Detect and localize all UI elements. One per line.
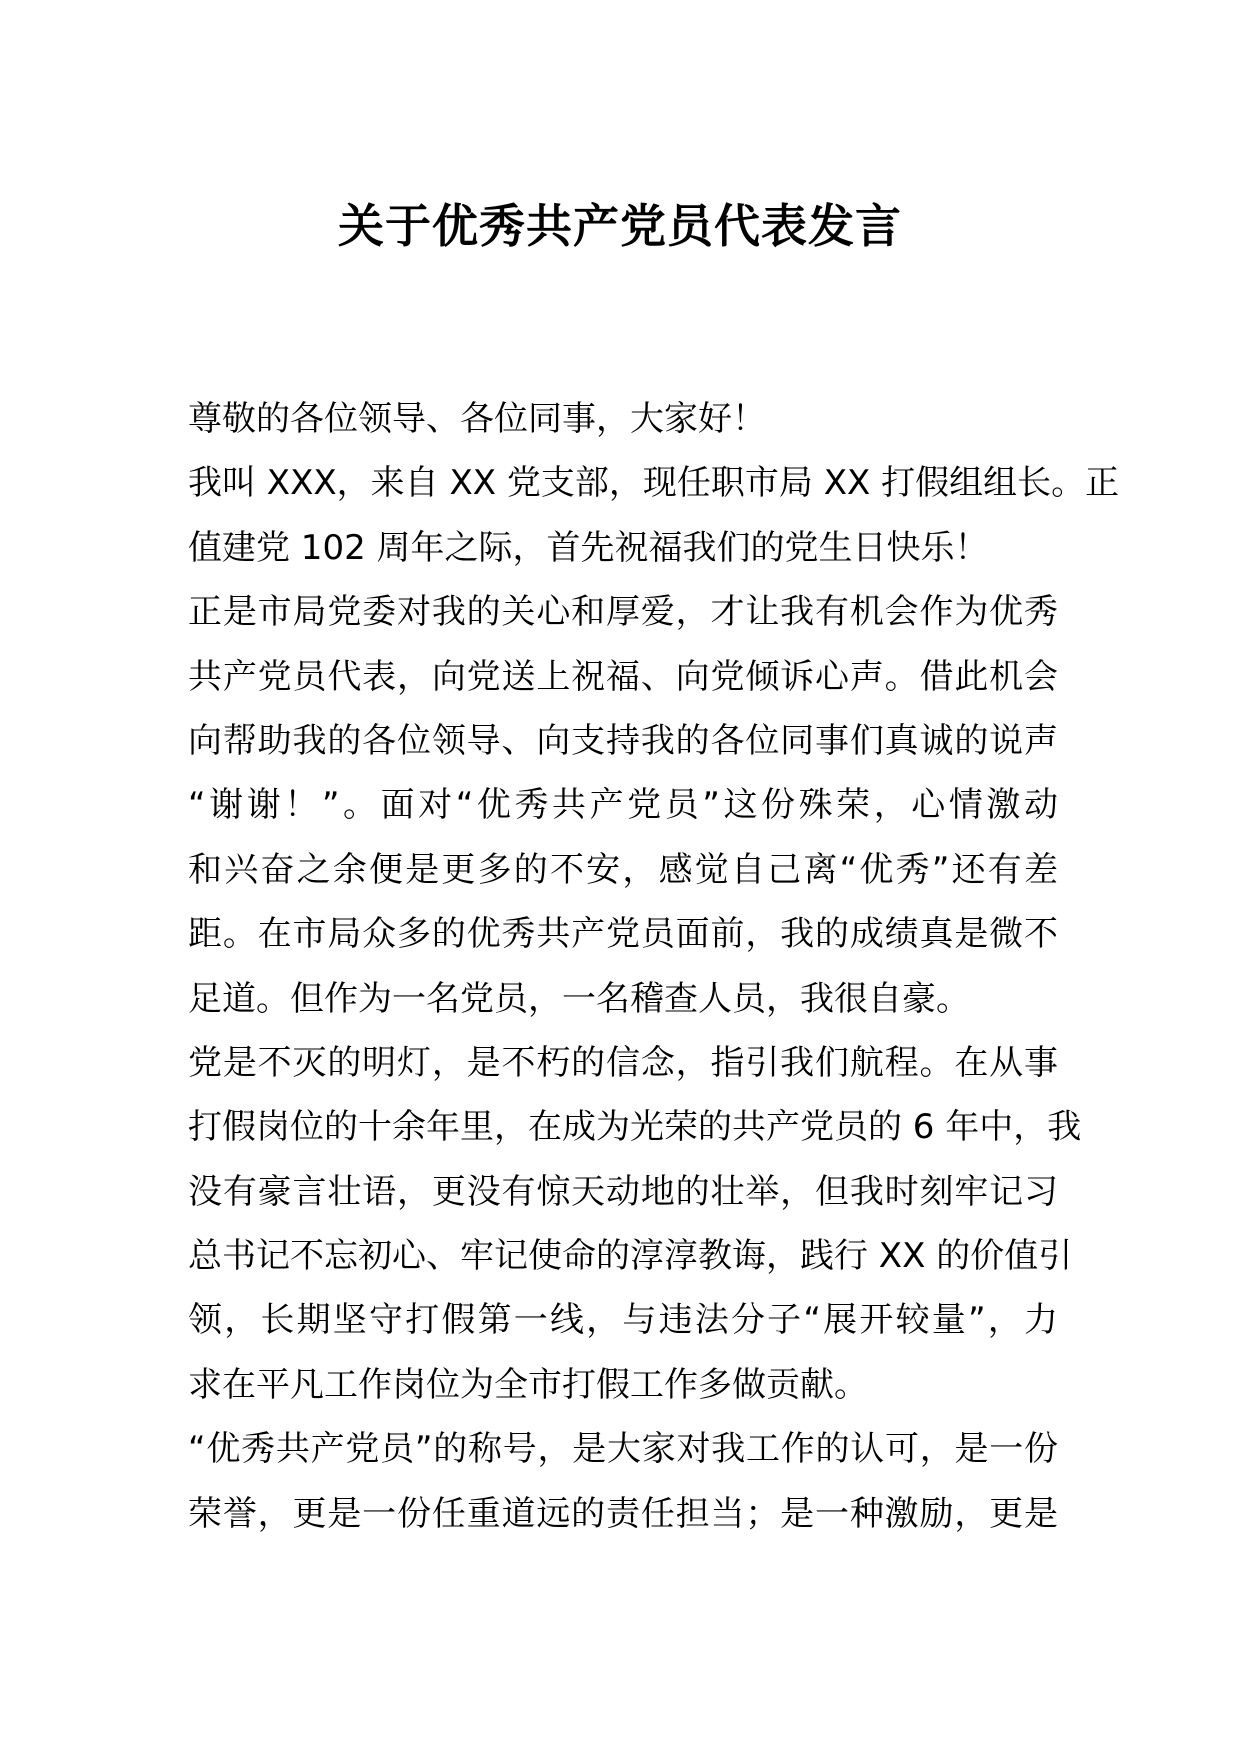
body-text-line: “优秀共产党员”的称号，是大家对我工作的认可，是一份 [188, 1429, 1058, 1470]
document-title: 关于优秀共产党员代表发言 [338, 199, 902, 253]
body-text-line: 正是市局党委对我的关心和厚爱，才让我有机会作为优秀 [188, 592, 1058, 633]
body-text-line: 打假岗位的十余年里，在成为光荣的共产党员的 6 年中，我 [188, 1107, 1082, 1148]
body-text-line: 求在平凡工作岗位为全市打假工作多做贡献。 [188, 1364, 868, 1405]
document-body [188, 387, 1120, 1546]
body-text-line: 总书记不忘初心、牢记使命的淳淳教诲，践行 XX 的价值引 [188, 1236, 1073, 1277]
body-text-line: 没有豪言壮语，更没有惊天动地的壮举，但我时刻牢记习 [188, 1171, 1058, 1212]
body-text-line: 足道。但作为一名党员，一名稽查人员，我很自豪。 [188, 978, 970, 1019]
body-text-line: 距。在市局众多的优秀共产党员面前，我的成绩真是微不 [188, 914, 1058, 955]
body-text-line: 荣誉，更是一份任重道远的责任担当；是一种激励，更是 [188, 1493, 1058, 1534]
body-text-line: 尊敬的各位领导、各位同事，大家好！ [188, 399, 766, 439]
body-text-line: 向帮助我的各位领导、向支持我的各位同事们真诚的说声 [188, 720, 1058, 761]
body-text-line: 我叫 XXX，来自 XX 党支部，现任职市局 XX 打假组组长。正 [188, 463, 1120, 504]
body-text-line: 和兴奋之余便是更多的不安，感觉自己离“优秀”还有差 [188, 849, 1058, 890]
body-text-line: 共产党员代表，向党送上祝福、向党倾诉心声。借此机会 [188, 656, 1058, 697]
body-text-line: 值建党 102 周年之际，首先祝福我们的党生日快乐！ [188, 527, 989, 568]
body-text-line: 党是不灭的明灯，是不朽的信念，指引我们航程。在从事 [188, 1042, 1058, 1083]
body-text-line: “谢谢！”。面对“优秀共产党员”这份殊荣，心情激动 [188, 785, 1058, 826]
body-text-line: 领，长期坚守打假第一线，与违法分子“展开较量”，力 [188, 1300, 1058, 1341]
